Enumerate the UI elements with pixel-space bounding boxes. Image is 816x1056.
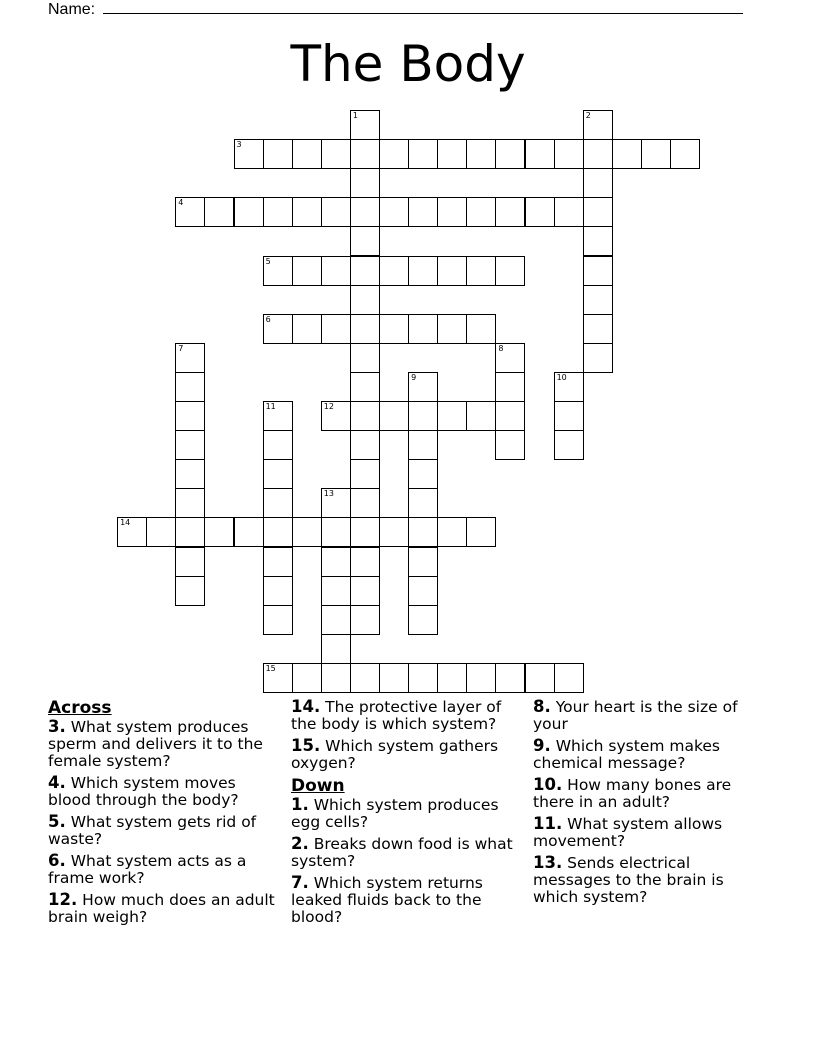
- grid-cell[interactable]: [263, 576, 293, 606]
- clue-number: 9.: [533, 736, 551, 755]
- grid-cell[interactable]: [408, 430, 438, 460]
- grid-cell[interactable]: [495, 343, 525, 373]
- down-heading: Down: [291, 776, 345, 796]
- grid-cell[interactable]: [321, 547, 351, 577]
- grid-cell[interactable]: [554, 139, 584, 169]
- clue-text: What system allows movement?: [533, 815, 723, 850]
- grid-cell[interactable]: [583, 256, 613, 286]
- cell-number: 5: [265, 256, 271, 266]
- clue-down-10: [533, 776, 763, 811]
- grid-cell[interactable]: [408, 663, 438, 693]
- grid-cell[interactable]: [292, 256, 322, 286]
- clue-text: How much does an adult brain weigh?: [48, 891, 275, 926]
- grid-cell[interactable]: [641, 139, 671, 169]
- grid-cell[interactable]: [495, 372, 525, 402]
- clue-text: Breaks down food is what system?: [291, 835, 513, 870]
- clue-across-5: [48, 813, 278, 848]
- grid-cell[interactable]: [583, 285, 613, 315]
- grid-cell[interactable]: [437, 517, 467, 547]
- grid-cell[interactable]: [263, 663, 293, 693]
- grid-cell[interactable]: [263, 139, 293, 169]
- grid-cell[interactable]: [495, 197, 525, 227]
- grid-cell[interactable]: [554, 430, 584, 460]
- grid-cell[interactable]: [583, 314, 613, 344]
- grid-cell[interactable]: [408, 517, 438, 547]
- grid-cell[interactable]: [408, 197, 438, 227]
- grid-cell[interactable]: [495, 256, 525, 286]
- clue-text: The protective layer of the body is which system?: [291, 698, 502, 733]
- clue-text: What system produces sperm and delivers it to the female system?: [48, 718, 263, 770]
- grid-cell[interactable]: [263, 401, 293, 431]
- grid-cell[interactable]: [437, 139, 467, 169]
- clue-number: 2.: [291, 834, 309, 853]
- grid-cell[interactable]: [292, 314, 322, 344]
- clue-number: 3.: [48, 717, 66, 736]
- grid-cell[interactable]: [263, 605, 293, 635]
- grid-cell[interactable]: [321, 517, 351, 547]
- grid-cell[interactable]: [379, 663, 409, 693]
- clue-number: 8.: [533, 697, 551, 716]
- grid-cell[interactable]: [146, 517, 176, 547]
- grid-cell[interactable]: [175, 197, 205, 227]
- grid-cell[interactable]: [408, 576, 438, 606]
- grid-cell[interactable]: [612, 139, 642, 169]
- across-heading: Across: [48, 698, 112, 718]
- grid-cell[interactable]: [583, 226, 613, 256]
- grid-cell[interactable]: [175, 576, 205, 606]
- grid-cell[interactable]: [263, 314, 293, 344]
- grid-cell[interactable]: [350, 430, 380, 460]
- grid-cell[interactable]: [437, 314, 467, 344]
- clue-across-3: [48, 718, 278, 770]
- grid-cell[interactable]: [175, 430, 205, 460]
- clue-number: 5.: [48, 812, 66, 831]
- clue-number: 12.: [48, 890, 78, 909]
- clue-text: Which system produces egg cells?: [291, 796, 499, 831]
- grid-cell[interactable]: [292, 197, 322, 227]
- cell-number: 2: [585, 111, 591, 120]
- clue-text: Which system moves blood through the body?: [48, 774, 239, 809]
- grid-cell[interactable]: [437, 197, 467, 227]
- grid-cell[interactable]: [204, 517, 234, 547]
- grid-cell[interactable]: [408, 605, 438, 635]
- cell-number: 12: [323, 402, 334, 411]
- clue-across-15: [291, 737, 521, 772]
- cell-number: 1: [352, 111, 358, 120]
- grid-cell[interactable]: [350, 459, 380, 489]
- clue-down-13: [533, 854, 763, 906]
- grid-cell[interactable]: [466, 517, 496, 547]
- grid-cell[interactable]: [350, 401, 380, 431]
- grid-cell[interactable]: [466, 139, 496, 169]
- clue-number: 13.: [533, 853, 563, 872]
- clue-across-6: [48, 852, 278, 887]
- grid-cell[interactable]: [583, 343, 613, 373]
- clue-number: 4.: [48, 773, 66, 792]
- clue-down-8: [533, 698, 763, 733]
- grid-cell[interactable]: [408, 372, 438, 402]
- cell-number: 14: [120, 518, 131, 528]
- clue-text: What system acts as a frame work?: [48, 852, 247, 887]
- clue-across-4: [48, 774, 278, 809]
- grid-cell[interactable]: [350, 372, 380, 402]
- grid-cell[interactable]: [321, 256, 351, 286]
- clue-text: Which system gathers oxygen?: [291, 737, 499, 772]
- grid-cell[interactable]: [175, 401, 205, 431]
- clue-down-7: [291, 874, 521, 926]
- grid-cell[interactable]: [670, 139, 700, 169]
- cell-number: 9: [411, 372, 417, 382]
- clue-across-12: [48, 891, 278, 926]
- grid-cell[interactable]: [292, 139, 322, 169]
- grid-cell[interactable]: [117, 517, 147, 547]
- grid-cell[interactable]: [321, 314, 351, 344]
- grid-cell[interactable]: [408, 547, 438, 577]
- grid-cell[interactable]: [437, 256, 467, 286]
- clue-text: Your heart is the size of your: [533, 698, 738, 733]
- grid-cell[interactable]: [554, 401, 584, 431]
- clue-column-3: [533, 698, 763, 910]
- grid-cell[interactable]: [350, 285, 380, 315]
- grid-cell[interactable]: [350, 663, 380, 693]
- grid-cell[interactable]: [321, 197, 351, 227]
- clue-across-14: [291, 698, 521, 733]
- clue-down-9: [533, 737, 763, 772]
- clue-down-2: [291, 835, 521, 870]
- clue-down-1: [291, 796, 521, 831]
- cell-number: 3: [236, 140, 242, 150]
- grid-cell[interactable]: [234, 517, 264, 547]
- grid-cell[interactable]: [350, 110, 380, 140]
- cell-number: 6: [265, 314, 271, 324]
- grid-cell[interactable]: [321, 634, 351, 664]
- grid-cell[interactable]: [495, 139, 525, 169]
- grid-cell[interactable]: [408, 139, 438, 169]
- grid-cell[interactable]: [263, 197, 293, 227]
- grid-cell[interactable]: [466, 401, 496, 431]
- grid-cell[interactable]: [583, 110, 613, 140]
- grid-cell[interactable]: [263, 488, 293, 518]
- grid-cell[interactable]: [350, 343, 380, 373]
- grid-cell[interactable]: [263, 517, 293, 547]
- cell-number: 15: [265, 663, 276, 673]
- grid-cell[interactable]: [408, 314, 438, 344]
- grid-cell[interactable]: [350, 314, 380, 344]
- grid-cell[interactable]: [466, 256, 496, 286]
- grid-cell[interactable]: [292, 517, 322, 547]
- grid-cell[interactable]: [321, 605, 351, 635]
- grid-cell[interactable]: [408, 459, 438, 489]
- grid-cell[interactable]: [263, 256, 293, 286]
- clue-number: 15.: [291, 736, 321, 755]
- grid-cell[interactable]: [525, 663, 555, 693]
- grid-cell[interactable]: [554, 197, 584, 227]
- grid-cell[interactable]: [321, 663, 351, 693]
- grid-cell[interactable]: [495, 430, 525, 460]
- grid-cell[interactable]: [234, 139, 264, 169]
- cell-number: 11: [265, 402, 276, 411]
- grid-cell[interactable]: [350, 547, 380, 577]
- grid-cell[interactable]: [379, 517, 409, 547]
- grid-cell[interactable]: [350, 226, 380, 256]
- grid-cell[interactable]: [350, 256, 380, 286]
- grid-cell[interactable]: [466, 663, 496, 693]
- cell-number: 4: [178, 198, 184, 208]
- clue-text: Which system returns leaked fluids back to the blood?: [291, 874, 483, 926]
- grid-cell[interactable]: [350, 605, 380, 635]
- grid-cell[interactable]: [175, 372, 205, 402]
- clue-down-11: [533, 815, 763, 850]
- grid-cell[interactable]: [350, 139, 380, 169]
- grid-cell[interactable]: [321, 576, 351, 606]
- grid-cell[interactable]: [234, 197, 264, 227]
- grid-cell[interactable]: [495, 663, 525, 693]
- grid-cell[interactable]: [350, 517, 380, 547]
- grid-cell[interactable]: [175, 517, 205, 547]
- cell-number: 13: [323, 489, 334, 499]
- grid-cell[interactable]: [437, 401, 467, 431]
- grid-cell[interactable]: [379, 197, 409, 227]
- grid-cell[interactable]: [321, 139, 351, 169]
- grid-cell[interactable]: [263, 459, 293, 489]
- clue-number: 6.: [48, 851, 66, 870]
- grid-cell[interactable]: [175, 488, 205, 518]
- grid-cell[interactable]: [583, 197, 613, 227]
- grid-cell[interactable]: [292, 663, 322, 693]
- grid-cell[interactable]: [583, 168, 613, 198]
- clue-text: Which system makes chemical message?: [533, 737, 721, 772]
- clue-number: 1.: [291, 795, 309, 814]
- grid-cell[interactable]: [554, 372, 584, 402]
- grid-cell[interactable]: [408, 401, 438, 431]
- grid-cell[interactable]: [466, 314, 496, 344]
- grid-cell[interactable]: [379, 139, 409, 169]
- grid-cell[interactable]: [321, 488, 351, 518]
- grid-cell[interactable]: [583, 139, 613, 169]
- grid-cell[interactable]: [408, 256, 438, 286]
- grid-cell[interactable]: [263, 547, 293, 577]
- grid-cell[interactable]: [466, 197, 496, 227]
- grid-cell[interactable]: [350, 168, 380, 198]
- grid-cell[interactable]: [321, 401, 351, 431]
- clue-text: How many bones are there in an adult?: [533, 776, 732, 811]
- grid-cell[interactable]: [554, 663, 584, 693]
- grid-cell[interactable]: [379, 401, 409, 431]
- cell-number: 8: [498, 343, 504, 353]
- clue-number: 7.: [291, 873, 309, 892]
- cell-number: 10: [556, 372, 567, 382]
- grid-cell[interactable]: [437, 663, 467, 693]
- grid-cell[interactable]: [379, 256, 409, 286]
- clue-number: 11.: [533, 814, 563, 833]
- grid-cell[interactable]: [408, 488, 438, 518]
- clue-column-1: [48, 698, 278, 930]
- cell-number: 7: [178, 343, 184, 353]
- clue-number: 10.: [533, 775, 563, 794]
- clue-column-2: [291, 698, 521, 930]
- grid-cell[interactable]: [525, 139, 555, 169]
- clue-number: 14.: [291, 697, 321, 716]
- clue-text: Sends electrical messages to the brain is which system?: [533, 854, 724, 906]
- grid-cell[interactable]: [175, 459, 205, 489]
- grid-cell[interactable]: [175, 343, 205, 373]
- clue-text: What system gets rid of waste?: [48, 813, 257, 848]
- grid-cell[interactable]: [495, 401, 525, 431]
- name-label: Name:: [48, 1, 100, 18]
- grid-cell[interactable]: [379, 314, 409, 344]
- page-title: The Body: [290, 35, 526, 93]
- grid-cell[interactable]: [175, 547, 205, 577]
- grid-cell[interactable]: [263, 430, 293, 460]
- grid-cell[interactable]: [525, 197, 555, 227]
- grid-cell[interactable]: [350, 197, 380, 227]
- grid-cell[interactable]: [204, 197, 234, 227]
- grid-cell[interactable]: [350, 488, 380, 518]
- grid-cell[interactable]: [350, 576, 380, 606]
